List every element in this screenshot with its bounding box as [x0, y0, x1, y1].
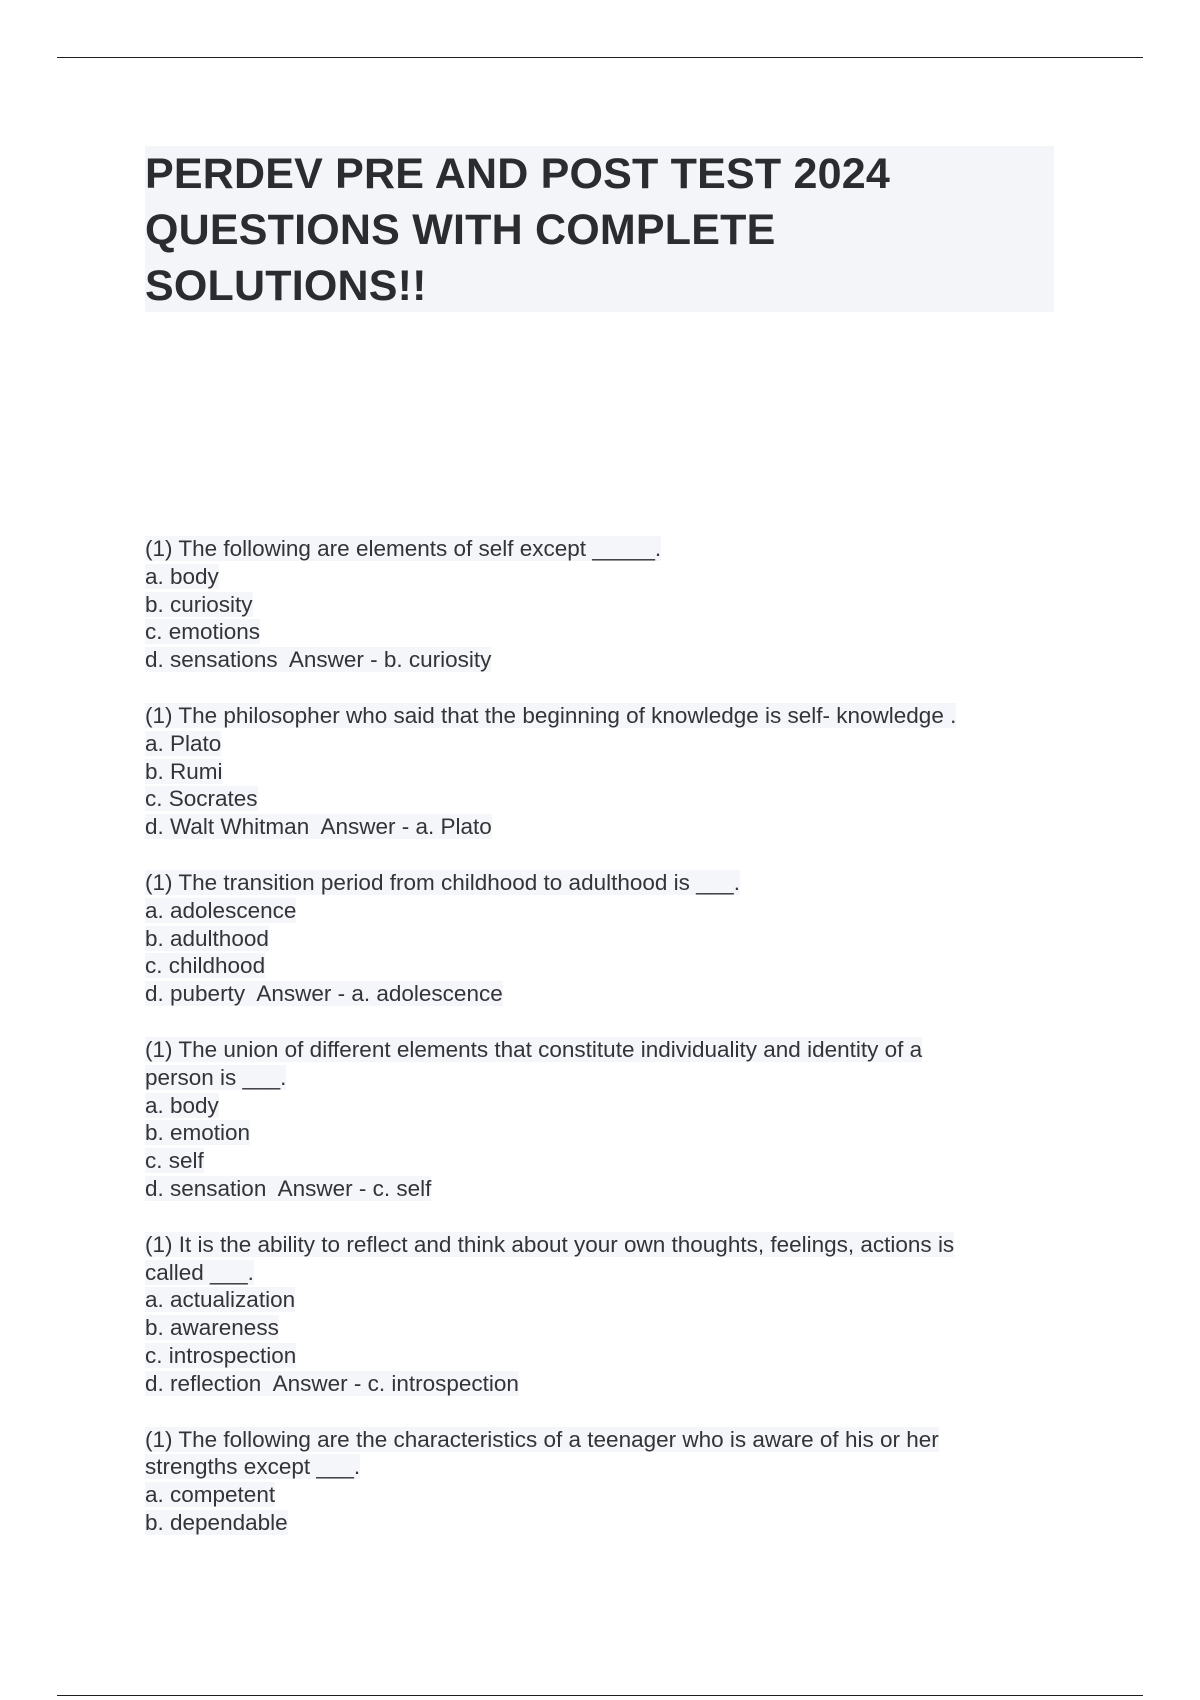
answer-option: a. body [145, 1092, 219, 1118]
answer-key: Answer - b. curiosity [288, 647, 492, 673]
document-title: PERDEV PRE AND POST TEST 2024 QUESTIONS WITH COMPLETE SOLUTIONS!! [145, 150, 890, 310]
answer-option: d. reflection [145, 1370, 262, 1396]
answer-option: b. adulthood [145, 925, 269, 951]
title-block [145, 146, 1054, 312]
footer-rule [57, 1695, 1143, 1696]
question-text-continued: called ___. [145, 1259, 254, 1285]
answer-option: b. dependable [145, 1509, 288, 1535]
answer-option-with-answer [145, 980, 1045, 1008]
answer-option: b. awareness [145, 1315, 279, 1341]
answer-option: d. sensation [145, 1175, 267, 1201]
answer-option: a. competent [145, 1482, 276, 1508]
question-text: (1) The following are elements of self except _____. [145, 536, 662, 561]
answer-option: a. body [145, 563, 219, 589]
question-text: (1) The following are the characteristics of a teenager who is aware of his or her [145, 1426, 939, 1452]
answer-option-with-answer [145, 1370, 1045, 1398]
answer-option: c. introspection [145, 1342, 297, 1368]
answer-option: b. emotion [145, 1120, 251, 1146]
answer-key: Answer - a. Plato [320, 814, 492, 840]
question-text: (1) The transition period from childhood to adulthood is ___. [145, 869, 740, 895]
question-text-continued: person is ___. [145, 1064, 287, 1090]
question-item [145, 1426, 1045, 1537]
header-rule [57, 57, 1143, 58]
answer-option: c. self [145, 1148, 204, 1174]
answer-option-with-answer [145, 646, 1045, 674]
answer-option: c. childhood [145, 953, 266, 979]
answer-option: a. actualization [145, 1287, 296, 1313]
answer-option: a. Plato [145, 730, 222, 756]
question-item [145, 1231, 1045, 1398]
question-text: (1) The philosopher who said that the beginning of knowledge is self- knowledge . [145, 702, 957, 728]
answer-option: c. Socrates [145, 786, 258, 812]
answer-option: b. curiosity [145, 591, 253, 617]
answer-option-with-answer [145, 1175, 1045, 1203]
answer-option: d. Walt Whitman [145, 814, 310, 840]
question-text-continued: strengths except ___. [145, 1454, 361, 1480]
question-item [145, 869, 1045, 1008]
answer-key: Answer - c. self [277, 1175, 432, 1201]
answer-option-with-answer [145, 813, 1045, 841]
question-item [145, 702, 1045, 841]
question-text: (1) It is the ability to reflect and think about your own thoughts, feelings, actions is [145, 1231, 955, 1257]
answer-key: Answer - c. introspection [272, 1370, 519, 1396]
answer-option: b. Rumi [145, 758, 223, 784]
answer-option: d. puberty [145, 981, 246, 1007]
question-list [145, 535, 1045, 1565]
answer-option: c. emotions [145, 619, 261, 645]
question-item [145, 535, 1045, 674]
answer-option: d. sensations [145, 647, 278, 673]
question-item [145, 1036, 1045, 1203]
answer-option: a. adolescence [145, 897, 297, 923]
answer-key: Answer - a. adolescence [256, 981, 503, 1007]
question-text: (1) The union of different elements that constitute individuality and identity of a [145, 1036, 923, 1062]
